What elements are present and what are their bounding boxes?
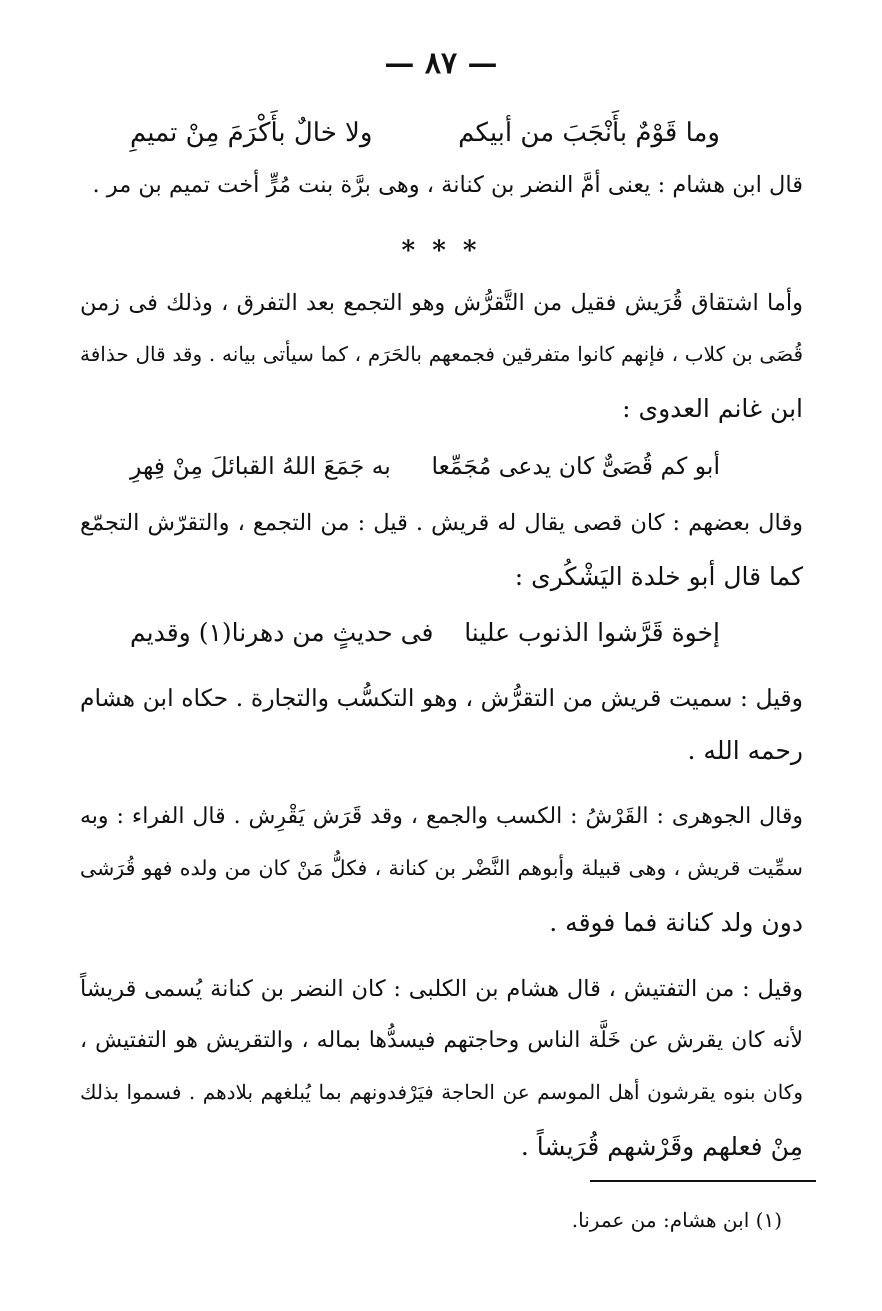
paragraph-4-line-2: رحمه الله . — [687, 736, 803, 765]
verse-3-second-hemistich: فى حديثٍ من دهرنا(١) وقديم — [130, 618, 434, 647]
paragraph-6-line-4: مِنْ فعلهم وقَرْشهم قُرَيشاً . — [520, 1132, 803, 1161]
section-separator: * * * — [401, 236, 481, 266]
paragraph-5-line-3: دون ولد كنانة فما فوقه . — [549, 908, 803, 937]
paragraph-6-line-1: وقيل : من التفتيش ، قال هشام بن الكلبى : كان النضر بن كنانة يُسمى قريشاً — [80, 976, 803, 1002]
footnote-separator — [590, 1180, 816, 1182]
paragraph-6-line-3: وكان بنوه يقرشون أهل الموسم عن الحاجة فيَرْفدونهم بما يُبلغهم بلادهم . فسموا بذلك — [80, 1080, 803, 1104]
footnote: (١) ابن هشام: من عمرنا. — [571, 1208, 782, 1232]
page-number: — ٨٧ — — [384, 46, 498, 81]
paragraph-3-line-1: وقال بعضهم : كان قصى يقال له قريش . قيل : من التجمع ، والتقرّش التجمّع — [80, 510, 803, 536]
paragraph-4-line-1: وقيل : سميت قريش من التقرُّش ، وهو التكسُّب والتجارة . حكاه ابن هشام — [80, 684, 803, 712]
paragraph-2-line-1: وأما اشتقاق قُرَيش فقيل من التَّقرُّش وهو التجمع بعد التفرق ، وذلك فى زمن — [80, 290, 803, 316]
paragraph-6-line-2: لأنه كان يقرش عن خَلَّة الناس وحاجتهم فيسدُّها بماله ، والتقريش هو التفتيش ، — [80, 1028, 803, 1053]
paragraph-3-line-2: كما قال أبو خلدة اليَشْكُرى : — [514, 562, 803, 591]
verse-2-second-hemistich: به جَمَعَ اللهُ القبائلَ مِنْ فِهرِ — [130, 452, 391, 480]
verse-2-first-hemistich: أبو كم قُصَىٌّ كان يدعى مُجَمِّعا — [431, 452, 720, 480]
verse-3-first-hemistich: إخوة قَرَّشوا الذنوب علينا — [464, 618, 720, 647]
paragraph-5-line-1: وقال الجوهرى : القَرْشُ : الكسب والجمع ، وقد قَرَش يَقْرِش . قال الفراء : وبه — [80, 804, 803, 829]
verse-2 — [130, 452, 720, 480]
paragraph-2-line-3: ابن غانم العدوى : — [622, 394, 803, 423]
verse-1 — [130, 118, 720, 148]
verse-3 — [130, 618, 720, 647]
verse-1-second-hemistich: ولا خالٌ بأَكْرَمَ مِنْ تميمِ — [130, 118, 373, 148]
paragraph-2-line-2: قُصَى بن كلاب ، فإنهم كانوا متفرقين فجمعهم بالحَرَم ، كما سيأتى بيانه . وقد قال حذافة — [80, 342, 803, 366]
paragraph-5-line-2: سمِّيت قريش ، وهى قبيلة وأبوهم النَّضْر بن كنانة ، فكلُّ مَنْ كان من ولده فهو قُرَشى — [80, 856, 803, 880]
verse-1-first-hemistich: وما قَوْمٌ بأَنْجَبَ من أبيكم — [458, 118, 720, 148]
paragraph-1-line-1: قال ابن هشام : يعنى أمَّ النضر بن كنانة ، وهى برَّة بنت مُرٍّ أخت تميم بن مر . — [92, 172, 803, 198]
